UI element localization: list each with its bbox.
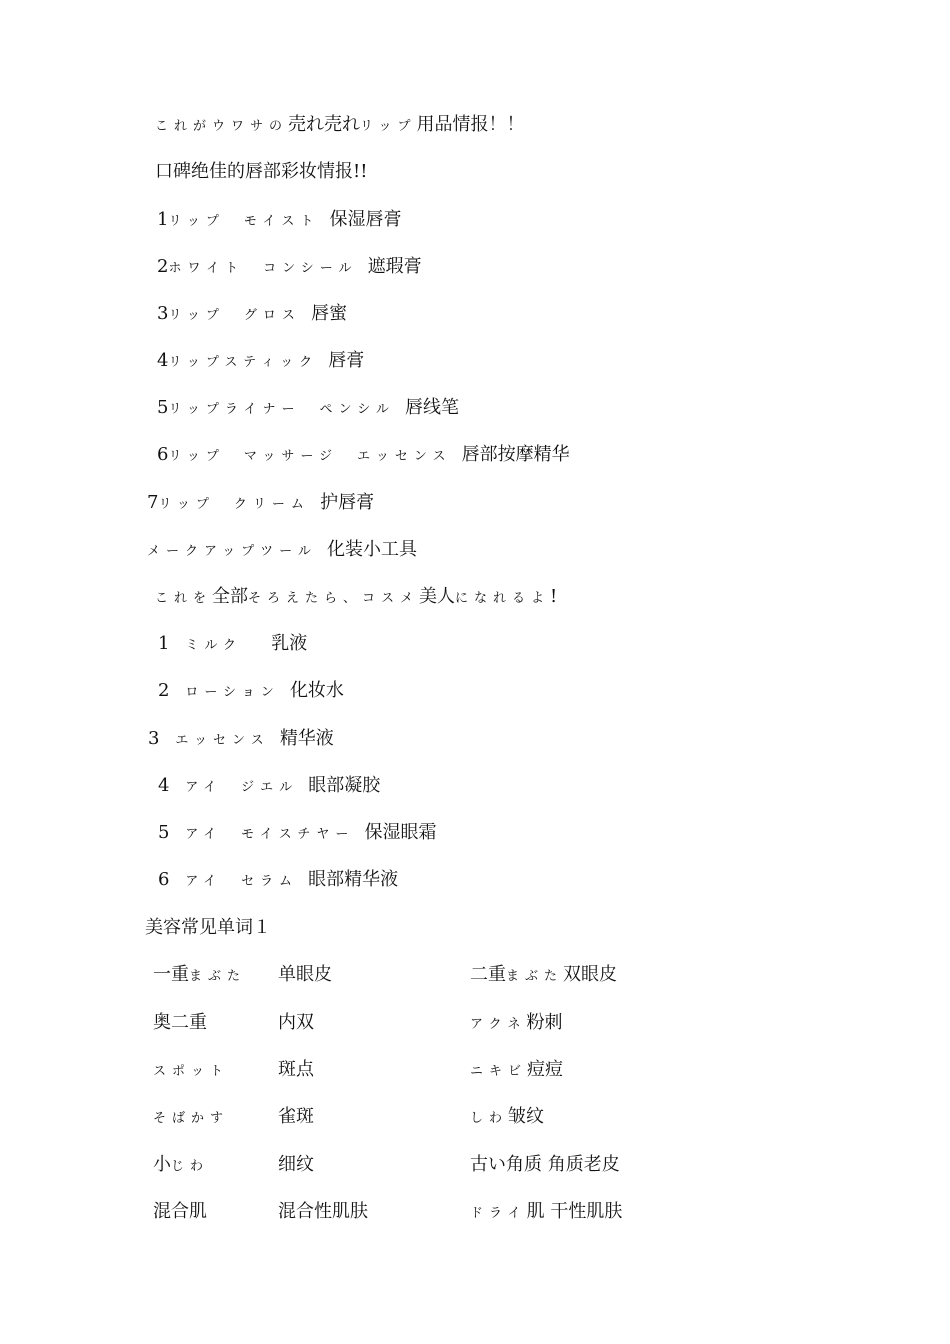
vocab-term: 古い角质 角质老皮: [470, 1154, 620, 1175]
lip-item-4: 4リップスティック 唇膏: [157, 350, 365, 371]
vocab-meaning: 混合性肌肤: [278, 1201, 368, 1222]
lip-item-1: 1リップ モイスト 保湿唇膏: [157, 209, 402, 230]
skin-item-4: 4 アイ ジエル 眼部凝胶: [158, 775, 381, 796]
skin-item-6: 6 アイ セラム 眼部精华液: [158, 869, 399, 890]
vocab-term: そばかす: [153, 1111, 230, 1126]
lip-item-5: 5リップライナー ペンシル 唇线笔: [157, 397, 460, 418]
skincare-heading-jp: これを全部そろえたら、コスメ美人になれるよ!: [155, 586, 558, 607]
makeup-tools-line: メークアップツール 化装小工具: [147, 539, 417, 560]
vocab-meaning: 斑点: [278, 1059, 314, 1080]
vocab-term: 一重まぶた: [153, 964, 247, 985]
lip-item-2: 2ホワイト コンシール 遮瑕膏: [157, 256, 422, 277]
vocab-term: しわ皱纹: [470, 1106, 545, 1127]
vocab-meaning: 内双: [278, 1012, 314, 1033]
skin-item-5: 5 アイ モイスチヤー 保湿眼霜: [158, 822, 437, 843]
vocab-term: ニキビ痘痘: [470, 1059, 564, 1080]
vocab-term: 奥二重: [153, 1012, 207, 1033]
lip-item-3: 3リップ グロス 唇蜜: [157, 303, 348, 324]
skin-item-1: 1 ミルク 乳液: [158, 633, 308, 654]
vocab-meaning: 细纹: [278, 1154, 314, 1175]
intro-heading-jp: これがウワサの売れ売れリップ用品情报！！: [155, 114, 525, 135]
lip-item-7: 7リップ クリーム 护唇膏: [147, 492, 375, 513]
vocab-term: スポット: [153, 1064, 230, 1079]
vocab-term: ドライ肌 干性肌肤: [470, 1201, 623, 1222]
vocab-term: 混合肌: [153, 1201, 207, 1222]
vocab-term: 二重まぶた双眼皮: [470, 964, 618, 985]
skin-item-3: 3 エッセンス 精华液: [148, 728, 334, 749]
vocab-meaning: 单眼皮: [278, 964, 332, 985]
lip-item-6: 6リップ マッサージ エッセンス 唇部按摩精华: [157, 444, 570, 465]
vocab-term: 小じわ: [153, 1154, 210, 1175]
intro-heading-cn: 口碑绝佳的唇部彩妆情报!!: [155, 161, 368, 182]
vocab-meaning: 雀斑: [278, 1106, 314, 1127]
vocab-heading: 美容常见单词１: [145, 917, 271, 938]
skin-item-2: 2 ローション 化妆水: [158, 680, 344, 701]
vocab-term: アクネ粉刺: [470, 1012, 563, 1033]
